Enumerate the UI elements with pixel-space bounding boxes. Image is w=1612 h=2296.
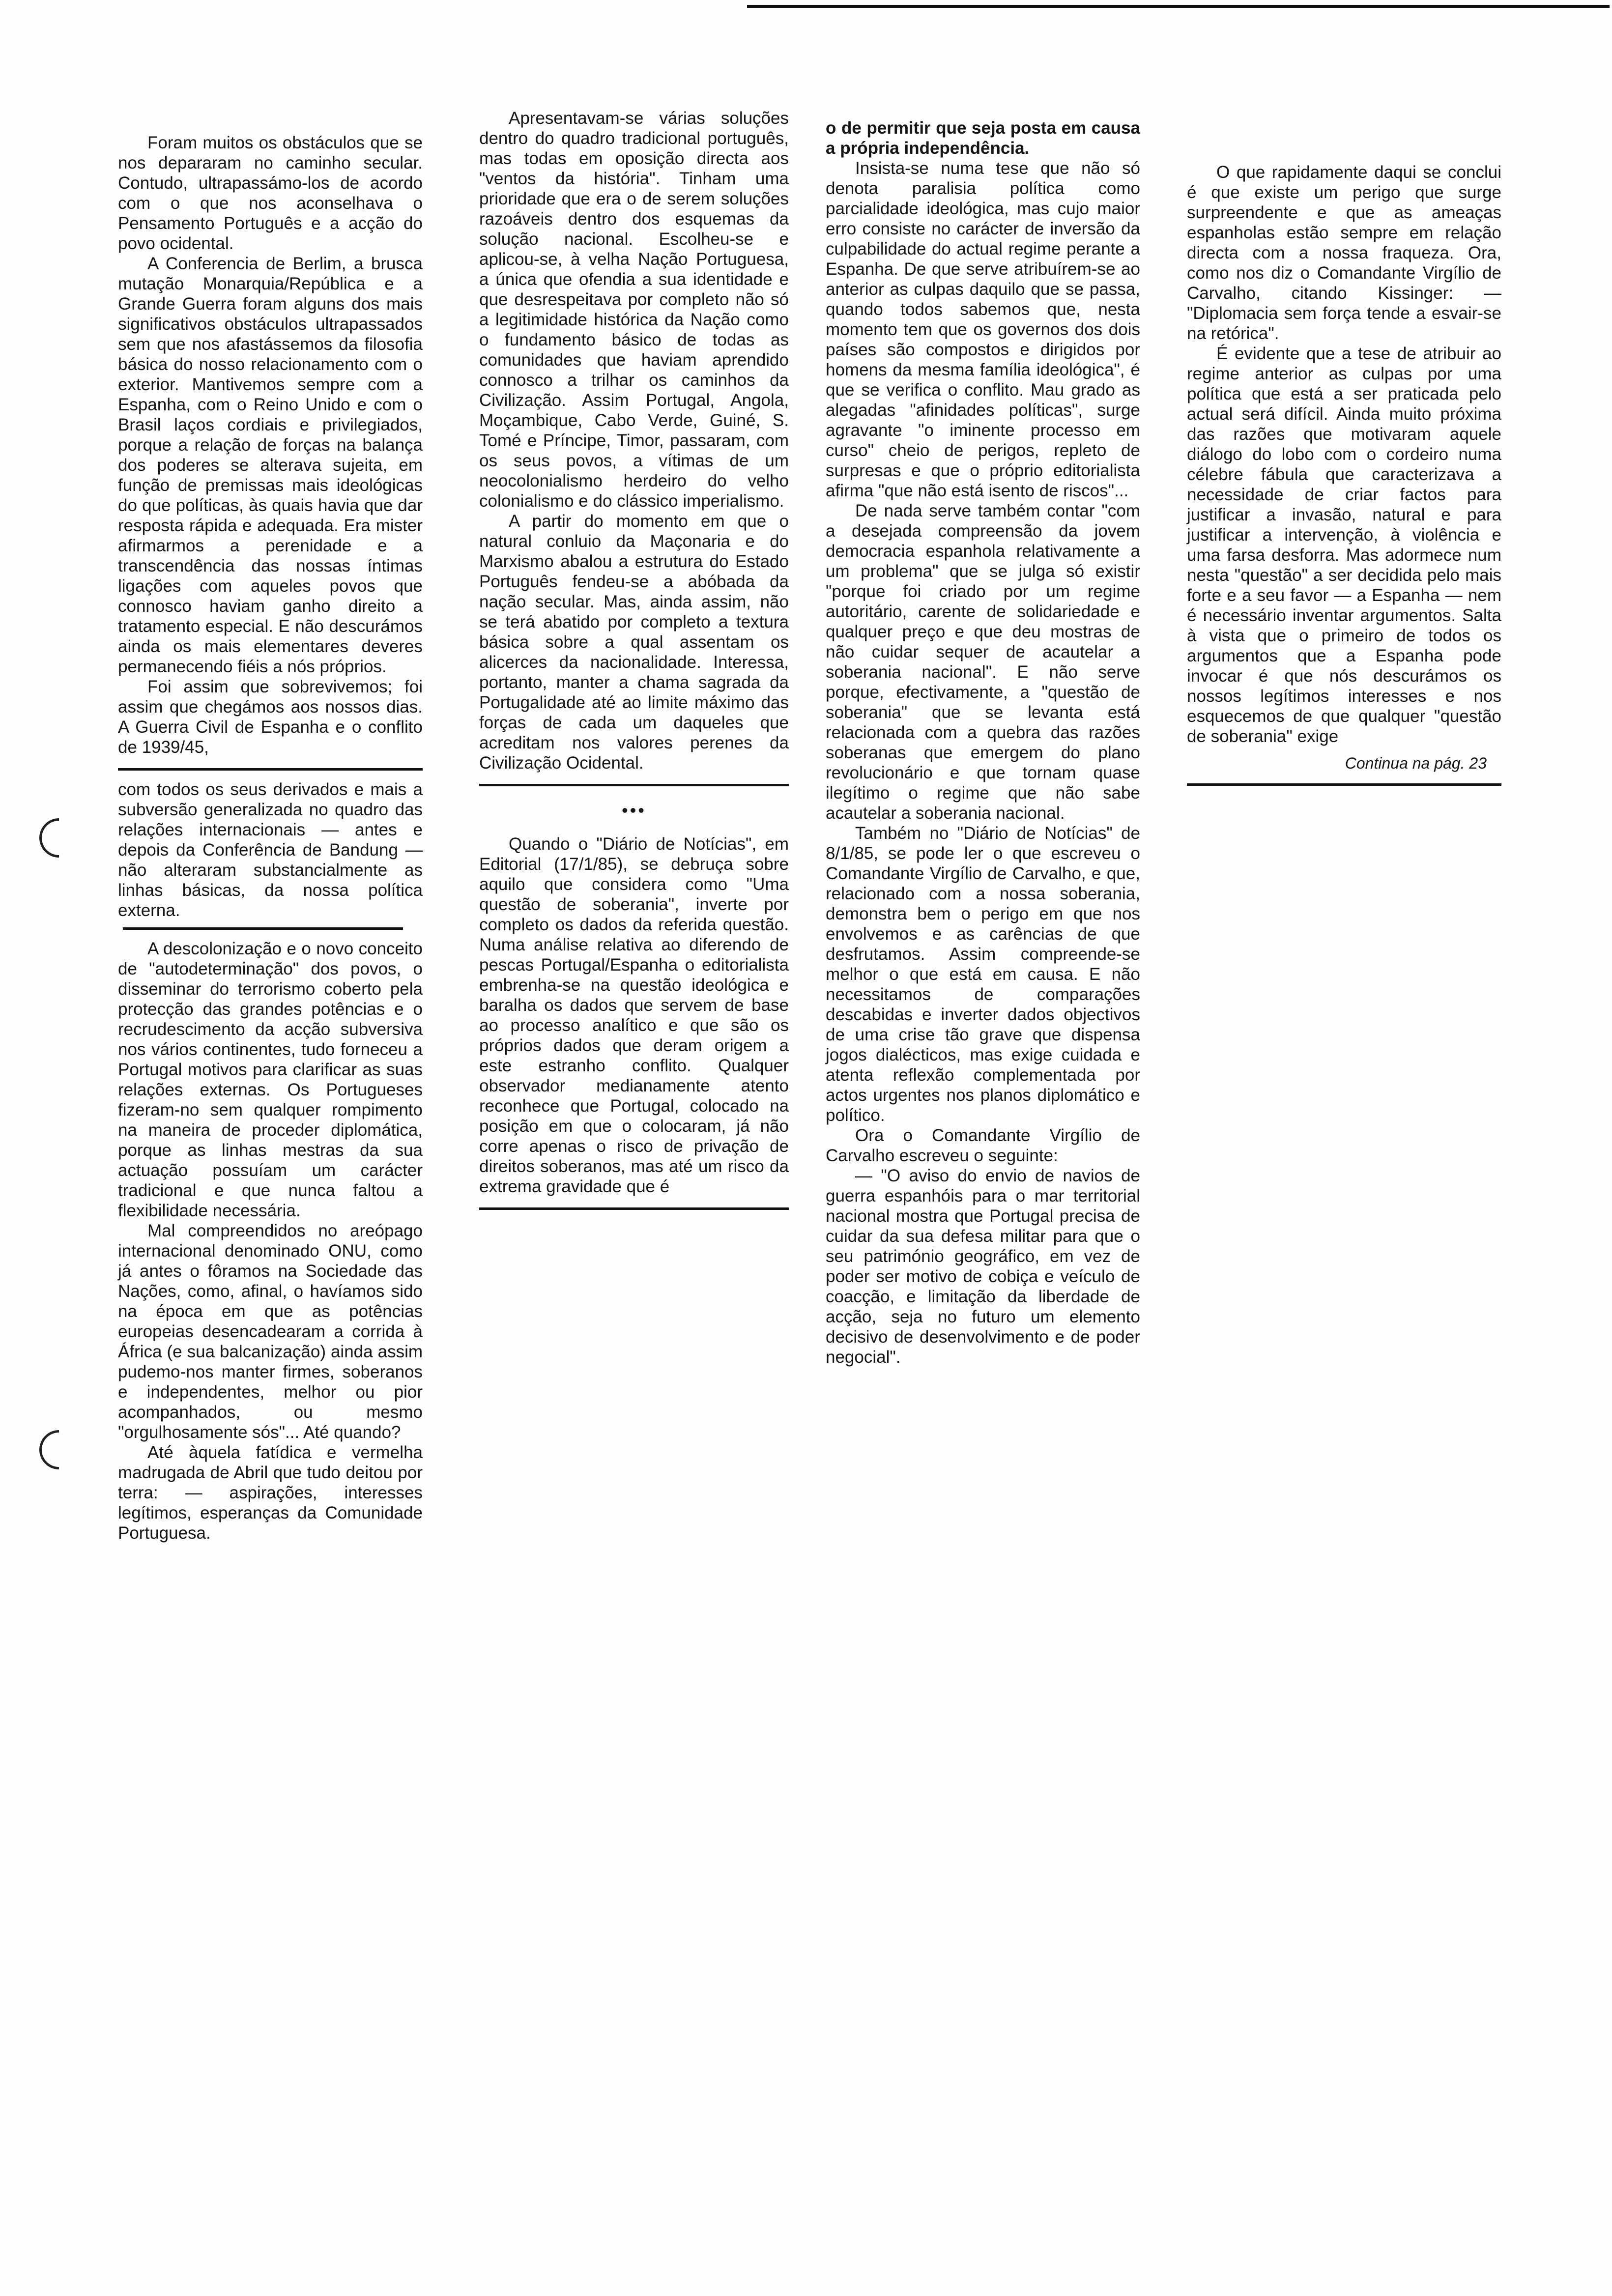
column-3 — [826, 118, 1140, 1367]
punch-hole-mark-top — [31, 810, 86, 865]
column-4 — [1187, 162, 1501, 795]
col3-paragraph-1: o de permitir que seja posta em causa a própria independência. — [826, 118, 1140, 158]
col1-rule — [118, 768, 423, 771]
col1-paragraph-6: Mal compreendidos no areópago internacional denominado ONU, como já antes o fôramos na Sociedade das Nações, como, afinal, o havíamos sido na época em que as potências europeias desencadearam a corrida à África (e sua balcanização) ainda assim pudemo-nos manter firmes, soberanos e independentes, melhor ou pior acompanhados, ou mesmo "orgulhosamente sós"... Até quando? — [118, 1221, 423, 1442]
col2-paragraph-1: Apresentavam-se várias soluções dentro do quadro tradicional português, mas todas em oposição directa aos "ventos da história". Tinham uma prioridade que era o de serem soluções razoáveis dentro dos esquemas da solução nacional. Escolheu-se e aplicou-se, à velha Nação Portuguesa, a única que ofendia a sua identidade e que desrespeitava por completo não só a legitimidade histórica da Nação como o fundamento básico de todas as comunidades que haviam aprendido connosco a trilhar os caminhos da Civilização. Assim Portugal, Angola, Moçambique, Cabo Verde, Guiné, S. Tomé e Príncipe, Timor, passaram, com os seus povos, a vítimas de um neocolonialismo herdeiro do velho colonialismo e do clássico imperialismo. — [479, 109, 789, 511]
top-rule — [747, 5, 1610, 8]
col2-paragraph-2: A partir do momento em que o natural conluio da Maçonaria e do Marxismo abalou a estrutura do Estado Português fendeu-se a abóbada da nação secular. Mas, ainda assim, não se terá abatido por completo a textura básica sobre a qual assentam os alicerces da nacionalidade. Interessa, portanto, manter a chama sagrada da Portugalidade até ao limite máximo das forças de cada um daqueles que acreditam nos valores perenes da Civilização Ocidental. — [479, 512, 789, 773]
col3-paragraph-6: — "O aviso do envio de navios de guerra espanhóis para o mar territorial nacional mostra que Portugal precisa de cuidar da sua defesa militar para que o seu património geográfico, em vez de poder ser motivo de cobiça e veículo de coacção, e limitação da liberdade de acção, seja no futuro um elemento decisivo de desenvolvimento e de poder negocial". — [826, 1166, 1140, 1367]
col2-rule — [479, 784, 789, 786]
col2-rule-bottom — [479, 1207, 789, 1210]
col4-paragraph-1: O que rapidamente daqui se conclui é que existe um perigo que surge surpreendente e que as ameaças espanholas estão sempre em relação directa com a nossa fraqueza. Ora, como nos diz o Comandante Virgílio de Carvalho, citando Kissinger: — "Diplomacia sem força tende a esvair-se na retórica". — [1187, 163, 1501, 343]
column-2 — [479, 108, 789, 1219]
col1-paragraph-3: Foi assim que sobrevivemos; foi assim que chegámos aos nossos dias. A Guerra Civil de Espanha e o conflito de 1939/45, — [118, 677, 423, 757]
col1-rule-2 — [123, 927, 403, 930]
col1-paragraph-1: Foram muitos os obstáculos que se nos depararam no caminho secular. Contudo, ultrapassámo-los de acordo com o que nos aconselhava o Pensamento Português e a acção do povo ocidental. — [118, 133, 423, 253]
col1-paragraph-5: A descolonização e o novo conceito de "autodeterminação" dos povos, o disseminar do terrorismo coberto pela protecção das grandes potências e o recrudescimento da acção subversiva nos vários continentes, tudo forneceu a Portugal motivos para clarificar as suas relações externas. Os Portugueses fizeram-no sem qualquer rompimento na maneira de proceder diplomática, porque as linhas mestras da sua actuação possuíam um carácter tradicional e que nunca faltou a flexibilidade necessária. — [118, 939, 423, 1220]
continuation-note: Continua na pág. 23 — [1345, 754, 1487, 772]
col3-paragraph-5: Ora o Comandante Virgílio de Carvalho escreveu o seguinte: — [826, 1126, 1140, 1165]
col4-rule — [1187, 783, 1501, 786]
punch-hole-mark-bottom — [31, 1422, 86, 1477]
col3-paragraph-4: Também no "Diário de Notícias" de 8/1/85, se pode ler o que escreveu o Comandante Virgílio de Carvalho, e que, relacionado com a nossa soberania, demonstra bem o perigo em que nos envolvemos e as carências de que desfrutamos. Assim compreende-se melhor o que está em causa. E não necessitamos de comparações descabidas e inverter dados objectivos de uma crise tão grave que dispensa jogos dialécticos, mas exige cuidada e atenta reflexão complementada por actos urgentes nos planos diplomático e político. — [826, 824, 1140, 1125]
col1-paragraph-7: Até àquela fatídica e vermelha madrugada de Abril que tudo deitou por terra: — aspirações, interesses legítimos, esperanças da Comunidade Portuguesa. — [118, 1443, 423, 1543]
col1-paragraph-2: A Conferencia de Berlim, a brusca mutação Monarquia/República e a Grande Guerra foram alguns dos mais significativos obstáculos ultrapassados sem que nos afastássemos da filosofia básica do nosso relacionamento com o exterior. Mantivemos sempre com a Espanha, com o Reino Unido e com o Brasil laços cordiais e privilegiados, porque a relação de forças na balança dos poderes se alterava sujeita, em função de premissas mais ideológicas do que políticas, às quais havia que dar resposta rápida e adequada. Era mister afirmarmos a perenidade e a transcendência das nossas íntimas ligações com aqueles povos que connosco haviam ganho direito a tratamento especial. E não descurámos ainda os mais elementares deveres permanecendo fiéis a nós próprios. — [118, 254, 423, 676]
column-1 — [118, 133, 423, 1543]
col3-paragraph-2: Insista-se numa tese que não só denota paralisia política como parcialidade ideológica, mas cujo maior erro consiste no carácter de inversão da culpabilidade do actual regime perante a Espanha. De que serve atribuírem-se ao anterior as culpas daquilo que se passa, quando todos sabemos que, nesta momento tem que os governos dos dois países são compostos e dirigidos por homens da mesma família ideológica", é que se verifica o conflito. Mau grado as alegadas "afinidades políticas", surge agravante "o iminente processo em curso" cheio de perigos, repleto de surpresas e que o próprio editorialista afirma "que não está isento de riscos"... — [826, 159, 1140, 500]
col1-paragraph-4: com todos os seus derivados e mais a subversão generalizada no quadro das relações internacionais — antes e depois da Conferência de Bandung — não alteraram substancialmente as linhas básicas, da nossa política externa. — [118, 780, 423, 920]
col4-paragraph-2: É evidente que a tese de atribuir ao regime anterior as culpas por uma política que está a ser praticada pelo actual será difícil. Ainda muito próxima das razões que motivaram aquele diálogo do lobo com o cordeiro numa célebre fábula que caracterizava a necessidade de criar factos para justificar a invasão, natural e para justificar a intervenção, à violência e uma farsa desforra. Mas adormece num nesta "questão" a ser decidida pelo mais forte e a seu favor — a Espanha — nem é necessário inventar argumentos. Salta à vista que o primeiro de todos os argumentos que a Espanha pode invocar é que nós descurámos os nossos legítimos interesses e nos esquecemos de que qualquer "questão de soberania" exige — [1187, 344, 1501, 746]
section-separator-icon: ••• — [622, 800, 646, 820]
col3-paragraph-3: De nada serve também contar "com a desejada compreensão da jovem democracia espanhola relativamente a um problema" que se julga só existir "porque foi criado por um regime autoritário, carente de solidariedade e qualquer preço e que deu mostras de não cuidar sequer de acautelar a soberania nacional". E não serve porque, efectivamente, a "questão de soberania" que se levanta está relacionada com a quebra das razões soberanas que emergem do plano revolucionário e que tornam quase ilegítimo o regime que não sabe acautelar a soberania nacional. — [826, 501, 1140, 823]
col2-paragraph-3: Quando o "Diário de Notícias", em Editorial (17/1/85), se debruça sobre aquilo que considera como "Uma questão de soberania", inverte por completo os dados da referida questão. Numa análise relativa ao diferendo de pescas Portugal/Espanha o editorialista embrenha-se na questão ideológica e baralha os dados que servem de base ao processo analítico e que são os próprios dados que deram origem a este estranho conflito. Qualquer observador medianamente atento reconhece que Portugal, colocado na posição em que o colocaram, já não corre apenas o risco de privação de direitos soberanos, mas até um risco da extrema gravidade que é — [479, 834, 789, 1196]
